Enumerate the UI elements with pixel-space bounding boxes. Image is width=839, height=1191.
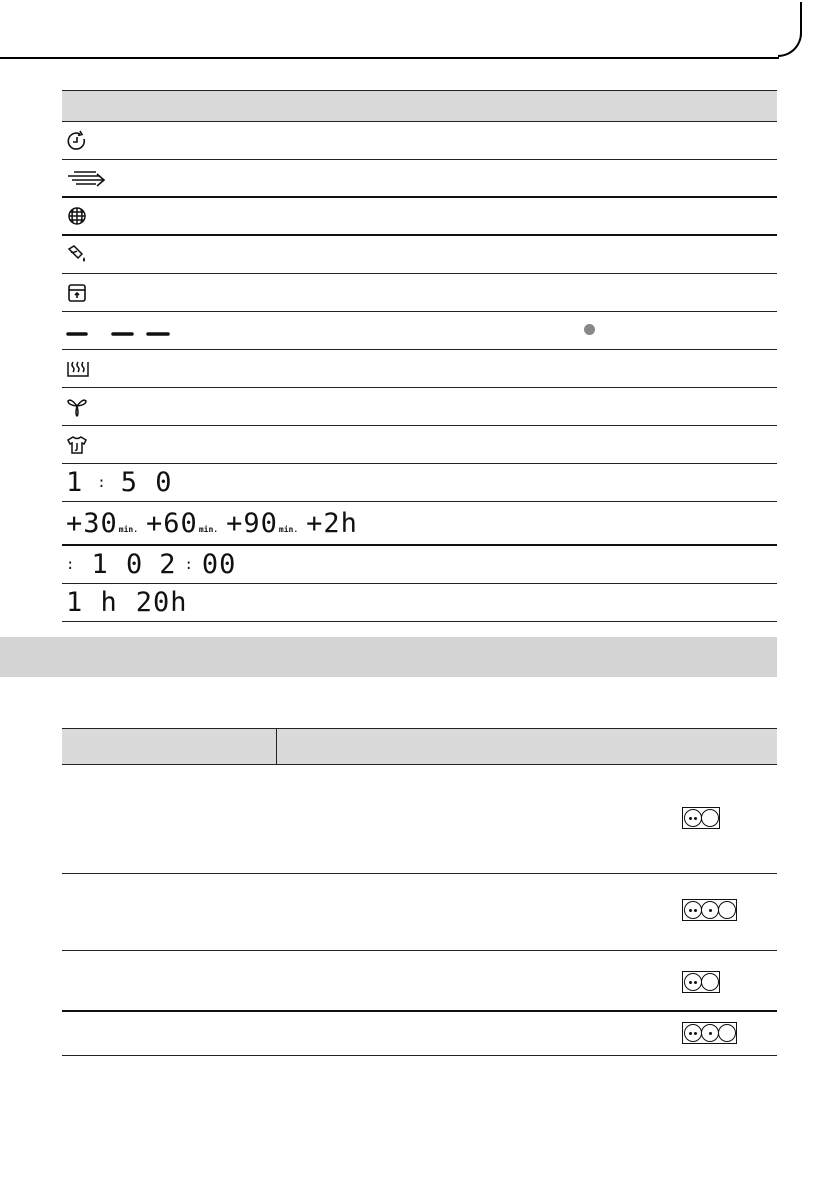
door-lock-icon [66, 274, 88, 311]
plus-60-min: +60min. [146, 507, 219, 539]
table-row [62, 546, 777, 584]
table-row [62, 350, 777, 388]
table-row [62, 502, 777, 546]
table-row [62, 464, 777, 502]
socket-icon [682, 807, 720, 829]
timer-icon [66, 122, 88, 159]
page-cut-line [0, 57, 779, 59]
time-extension-options [66, 502, 358, 544]
table-row [62, 874, 777, 951]
detergent-icon [66, 236, 90, 273]
column-divider [276, 729, 277, 764]
page-cut-mark [778, 2, 802, 57]
table-row [62, 312, 777, 350]
plus-90-min: +90min. [226, 507, 299, 539]
table-row [62, 198, 777, 236]
indicator-dot [584, 324, 595, 335]
delay-display: : 1 0 2 : 00 [66, 549, 237, 580]
time-manager-icon [66, 160, 108, 196]
delay-range-display: 1 h 20h [66, 587, 188, 618]
table-row [62, 426, 777, 464]
socket-icon [682, 971, 720, 993]
fan-icon [66, 388, 88, 425]
table-row [62, 236, 777, 274]
extra-rinse-icon [66, 198, 88, 234]
steam-icon [66, 350, 90, 387]
table-row [62, 388, 777, 426]
table-header [62, 90, 777, 122]
dashes-icon [66, 312, 176, 349]
table-header [62, 728, 777, 765]
table-row [62, 122, 777, 160]
shirt-icon [66, 426, 88, 463]
plus-2h: +2h [306, 507, 358, 539]
programme-table [62, 728, 777, 1056]
socket-icon [682, 1022, 737, 1044]
section-heading-band [0, 637, 777, 677]
table-row [62, 160, 777, 198]
table-row [62, 274, 777, 312]
table-row [62, 584, 777, 622]
display-symbols-table [62, 90, 777, 622]
table-row [62, 951, 777, 1012]
socket-icon [682, 899, 737, 921]
plus-30-min: +30min. [66, 507, 139, 539]
table-row [62, 1012, 777, 1056]
table-row [62, 765, 777, 874]
time-display: 1 : 5 0 [66, 467, 173, 498]
